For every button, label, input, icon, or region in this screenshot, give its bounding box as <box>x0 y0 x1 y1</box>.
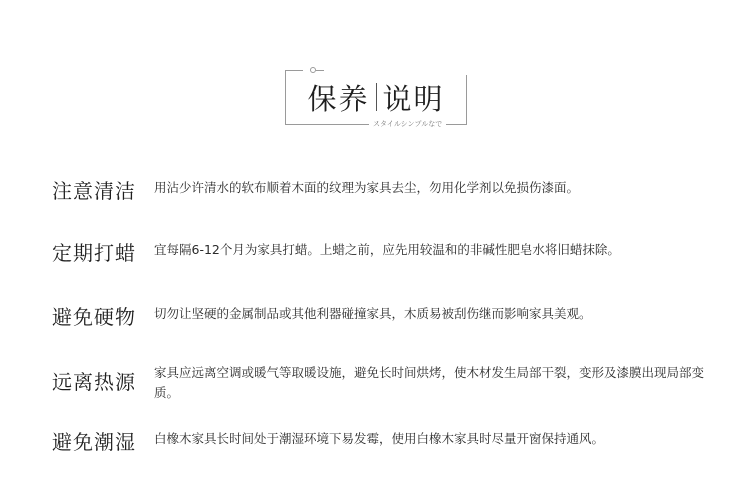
section-heading: 远离热源 <box>52 370 136 394</box>
frame-top-left <box>285 70 303 71</box>
section-text: 白橡木家具长时间处于潮湿环境下易发霉，使用白橡木家具时尽量开窗保持通风。 <box>154 431 605 446</box>
section-text: 宜每隔6-12个月为家具打蜡。上蜡之前，应先用较温和的非碱性肥皂水将旧蜡抹除。 <box>154 242 620 257</box>
title-block <box>285 70 467 128</box>
section-text: 用沾少许清水的软布顺着木面的纹理为家具去尘，勿用化学剂以免损伤漆面。 <box>154 180 580 195</box>
section-heading: 避免硬物 <box>52 305 136 329</box>
frame-top-mid <box>316 70 324 71</box>
title-subtitle: スタイルシンプルなで <box>369 119 446 129</box>
title-right: 说明 <box>382 81 445 116</box>
title-left: 保养 <box>307 81 370 116</box>
section-text: 切勿让坚硬的金属制品或其他利器碰撞家具，木质易被刮伤继而影响家具美观。 <box>154 306 592 321</box>
section-heading: 注意清洁 <box>52 179 136 203</box>
section-heading: 避免潮湿 <box>52 430 136 454</box>
section-text: 家具应远离空调或暖气等取暖设施，避免长时间烘烤，使木材发生局部干裂，变形及漆膜出现局部变质。 <box>154 365 705 400</box>
section-heading: 定期打蜡 <box>52 241 136 265</box>
page-title <box>285 80 467 114</box>
title-separator <box>376 83 377 111</box>
